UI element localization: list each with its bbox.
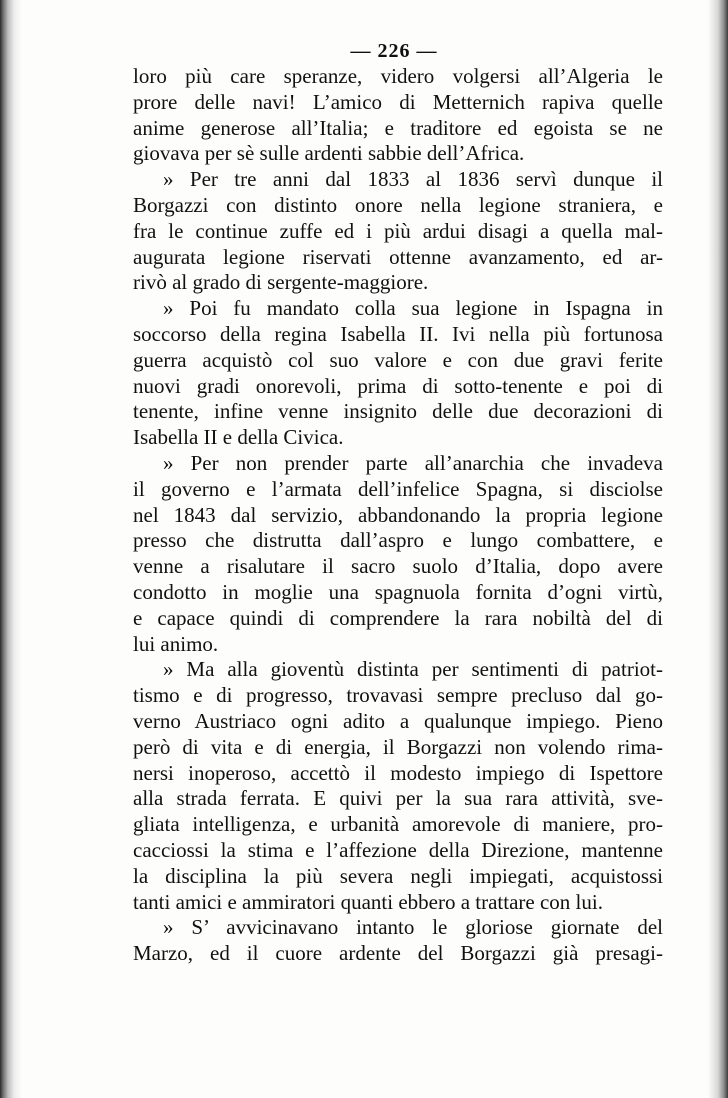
text-line: tismo e di progresso, trovavasi sempre precluso dal go- xyxy=(133,683,663,707)
text-line: rivò al grado di sergente-maggiore. xyxy=(133,270,429,294)
text-line: verno Austriaco ogni adito a qualunque impiego. Pieno xyxy=(133,709,663,733)
text-line: » Per non prender parte all’anarchia che invadeva xyxy=(163,451,663,475)
text-line: la disciplina la più severa negli impiegati, acquistossi xyxy=(133,864,663,888)
text-line: Marzo, ed il cuore ardente del Borgazzi già presagi- xyxy=(133,941,663,965)
binding-shadow xyxy=(0,0,22,1098)
text-line: cacciossi la stima e l’affezione della Direzione, mantenne xyxy=(133,838,663,862)
text-line: alla strada ferrata. E quivi per la sua rara attività, sve- xyxy=(133,786,663,810)
text-line: e capace quindi di comprendere la rara nobiltà del di xyxy=(133,606,663,630)
text-line: Borgazzi con distinto onore nella legione straniera, e xyxy=(133,193,663,217)
text-line: nersi inoperoso, accettò il modesto impiego di Ispettore xyxy=(133,761,663,785)
page-number: — 226 — xyxy=(350,40,438,62)
text-line: guerra acquistò col suo valore e con due gravi ferite xyxy=(133,348,663,372)
text-line: loro più care speranze, videro volgersi all’Algeria le xyxy=(133,64,663,88)
text-line: » Per tre anni dal 1833 al 1836 servì dunque il xyxy=(163,167,663,191)
text-line: augurata legione riservati ottenne avanzamento, ed ar- xyxy=(133,245,663,269)
text-line: giovava per sè sulle ardenti sabbie dell’Africa. xyxy=(133,141,525,165)
text-line: prore delle navi! L’amico di Metternich rapiva quelle xyxy=(133,90,663,114)
text-line: fra le continue zuffe ed i più ardui disagi a quella mal- xyxy=(133,219,663,243)
text-line: nuovi gradi onorevoli, prima di sotto-tenente e poi di xyxy=(133,374,663,398)
text-line: nel 1843 dal servizio, abbandonando la propria legione xyxy=(133,503,663,527)
text-line: il governo e l’armata dell’infelice Spagna, si disciolse xyxy=(133,477,663,501)
text-line: lui animo. xyxy=(133,632,219,656)
text-line: tenente, infine venne insignito delle due decorazioni di xyxy=(133,399,663,423)
page-edge-shadow xyxy=(708,0,728,1098)
text-line: tanti amici e ammiratori quanti ebbero a trattare con lui. xyxy=(133,890,603,914)
text-line: gliata intelligenza, e urbanità amorevole di maniere, pro- xyxy=(133,812,663,836)
text-line: presso che distrutta dall’aspro e lungo combattere, e xyxy=(133,528,663,552)
text-line: » S’ avvicinavano intanto le gloriose giornate del xyxy=(163,915,663,939)
text-line: anime generose all’Italia; e traditore ed egoista se ne xyxy=(133,116,663,140)
text-line: Isabella II e della Civica. xyxy=(133,425,344,449)
text-line: condotto in moglie una spagnuola fornita d’ogni virtù, xyxy=(133,580,663,604)
text-line: » Ma alla gioventù distinta per sentimenti di patriot- xyxy=(163,657,663,681)
text-line: però di vita e di energia, il Borgazzi non volendo rima- xyxy=(133,735,663,759)
text-line: venne a risalutare il sacro suolo d’Italia, dopo avere xyxy=(133,554,663,578)
text-line: soccorso della regina Isabella II. Ivi nella più fortunosa xyxy=(133,322,663,346)
text-line: » Poi fu mandato colla sua legione in Ispagna in xyxy=(163,296,663,320)
